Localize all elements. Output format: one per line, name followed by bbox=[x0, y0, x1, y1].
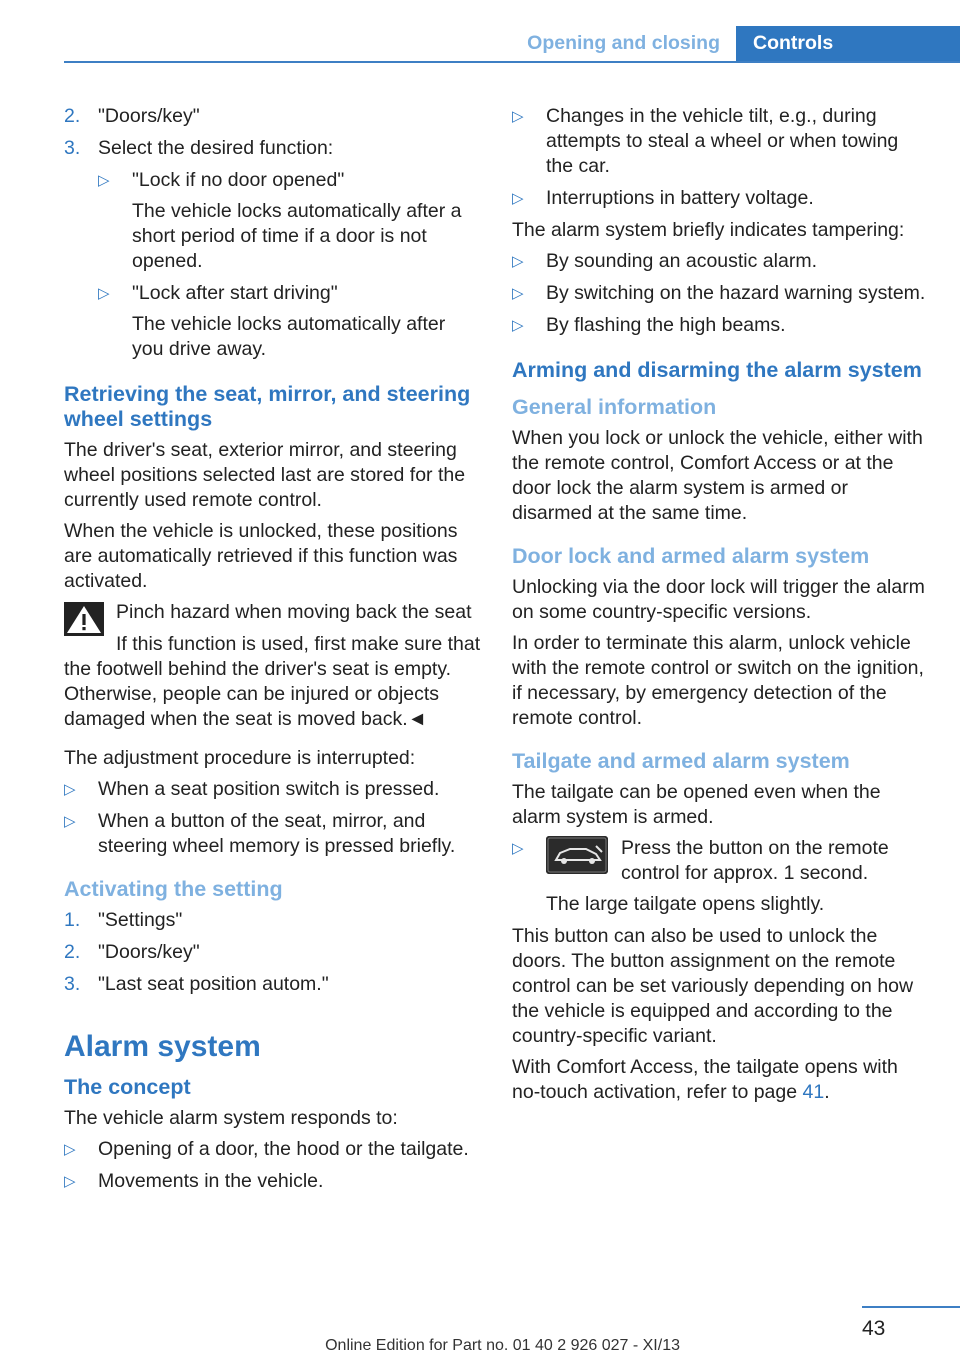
triangle-bullet-icon: ▷ bbox=[64, 1141, 76, 1158]
option-item: ▷ "Lock after start driving" The vehicle locks automatically after you drive away. bbox=[98, 282, 446, 360]
paragraph: The tailgate can be opened even when the alarm system is armed. bbox=[512, 781, 881, 828]
triangle-bullet-icon: ▷ bbox=[512, 190, 524, 207]
right-column bbox=[512, 104, 930, 1111]
footer-rule bbox=[862, 1306, 960, 1308]
list-item: ▷ When a seat position switch is pressed. bbox=[64, 778, 440, 800]
paragraph: When the vehicle is unlocked, these positions are automatically retrieved if this function was activated. bbox=[64, 520, 458, 592]
header-tab-controls: Controls bbox=[736, 26, 960, 61]
option-item: ▷ "Lock if no door opened" The vehicle locks automatically after a short period of time if a door is not opened. bbox=[98, 169, 462, 272]
step-item: 2. "Doors/key" bbox=[64, 105, 200, 127]
paragraph: Unlocking via the door lock will trigger the alarm on some country-specific versions. bbox=[512, 576, 925, 623]
list-item: ▷ Interruptions in battery voltage. bbox=[512, 187, 814, 209]
heading-door-lock-alarm: Door lock and armed alarm system bbox=[512, 544, 870, 568]
paragraph: The adjustment procedure is interrupted: bbox=[64, 747, 416, 769]
triangle-bullet-icon: ▷ bbox=[512, 285, 524, 302]
list-item: ▷ When a button of the seat, mirror, and steering wheel memory is pressed briefly. bbox=[64, 810, 456, 857]
key-instruction: Press the button on the remote control for approx. 1 second. bbox=[621, 837, 889, 884]
warning-triangle-icon bbox=[64, 602, 104, 636]
car-tailgate-key-icon bbox=[546, 836, 608, 874]
list-item: ▷ By flashing the high beams. bbox=[512, 314, 786, 336]
warning-block bbox=[64, 600, 482, 732]
triangle-bullet-icon: ▷ bbox=[64, 781, 76, 798]
paragraph: The driver's seat, exterior mirror, and steering wheel positions selected last are stored for the currently used remote control. bbox=[64, 439, 466, 511]
triangle-bullet-icon: ▷ bbox=[98, 172, 110, 189]
paragraph: With Comfort Access, the tailgate opens with no-touch activation, refer to page 41. bbox=[512, 1056, 898, 1103]
paragraph: This button can also be used to unlock the doors. The button assignment on the remote control can be set variously depending on how the vehicle is equipped and according to the country-specific variant. bbox=[512, 925, 914, 1047]
list-item: ▷ By switching on the hazard warning system. bbox=[512, 282, 926, 304]
paragraph: When you lock or unlock the vehicle, either with the remote control, Comfort Access or at the door lock the alarm system is armed or disarmed at the same time. bbox=[512, 427, 923, 524]
heading-general-information: General information bbox=[512, 395, 717, 419]
heading-tailgate-alarm: Tailgate and armed alarm system bbox=[512, 749, 850, 773]
page-reference-link[interactable]: 41 bbox=[802, 1081, 825, 1103]
heading-concept: The concept bbox=[64, 1075, 191, 1099]
step-item: 2. "Doors/key" bbox=[64, 941, 200, 963]
list-item: ▷ Changes in the vehicle tilt, e.g., during attempts to steal a wheel or when towing the car. bbox=[512, 105, 899, 177]
triangle-bullet-icon: ▷ bbox=[512, 317, 524, 334]
edition-footer: Online Edition for Part no. 01 40 2 926 027 - XI/13 bbox=[325, 1337, 680, 1354]
paragraph: The alarm system briefly indicates tampering: bbox=[512, 219, 905, 241]
paragraph: In order to terminate this alarm, unlock vehicle with the remote control or switch on the ignition, if necessary, by emergency detection of the remote control. bbox=[512, 632, 924, 729]
heading-retrieving-settings: Retrieving the seat, mirror, and steering wheel settings bbox=[64, 382, 471, 431]
list-item: ▷ Opening of a door, the hood or the tailgate. bbox=[64, 1138, 469, 1160]
triangle-bullet-icon: ▷ bbox=[512, 108, 524, 125]
heading-arming-disarming: Arming and disarming the alarm system bbox=[512, 358, 922, 382]
list-item bbox=[512, 836, 930, 917]
header-rule bbox=[64, 61, 960, 63]
list-item: ▷ By sounding an acoustic alarm. bbox=[512, 250, 817, 272]
paragraph: The vehicle alarm system responds to: bbox=[64, 1107, 398, 1129]
header-section: Opening and closing bbox=[527, 32, 720, 54]
function-options bbox=[98, 168, 482, 362]
step-item: 1. "Settings" bbox=[64, 909, 183, 931]
triangle-bullet-icon: ▷ bbox=[98, 285, 110, 302]
key-result: The large tailgate opens slightly. bbox=[546, 893, 825, 915]
warning-title: Pinch hazard when moving back the seat bbox=[116, 601, 472, 623]
triangle-bullet-icon: ▷ bbox=[512, 253, 524, 270]
step-item: 3. "Last seat position autom." bbox=[64, 973, 329, 995]
warning-text: If this function is used, first make sure that the footwell behind the driver's seat is empty. Otherwise, people can be injured or objects damaged when the seat is moved back.◄ bbox=[64, 633, 481, 730]
triangle-bullet-icon: ▷ bbox=[64, 1173, 76, 1190]
heading-alarm-system: Alarm system bbox=[64, 1030, 261, 1063]
triangle-bullet-icon: ▷ bbox=[64, 813, 76, 830]
list-item: ▷ Movements in the vehicle. bbox=[64, 1170, 324, 1192]
heading-activating-setting: Activating the setting bbox=[64, 877, 283, 901]
page-number: 43 bbox=[862, 1317, 886, 1340]
triangle-bullet-icon: ▷ bbox=[512, 840, 524, 857]
step-item: 3. Select the desired function: bbox=[64, 137, 334, 159]
left-column bbox=[64, 104, 482, 1201]
